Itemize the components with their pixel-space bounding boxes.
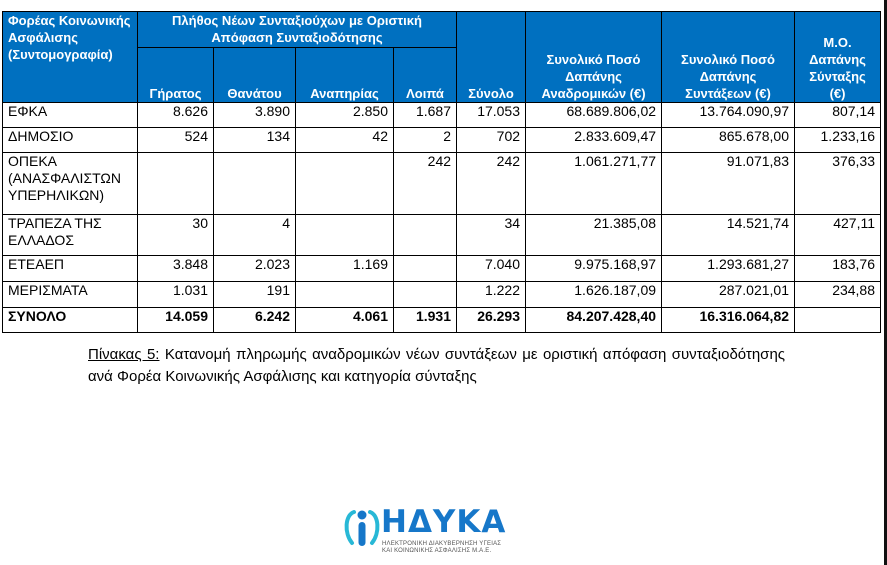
cell-retro: 9.975.168,97 (526, 256, 662, 282)
logo-subtitle-line2: ΚΑΙ ΚΟΙΝΩΝΙΚΗΣ ΑΣΦΑΛΙΣΗΣ Μ.Α.Ε. (382, 548, 492, 554)
cell-other: 242 (394, 153, 457, 215)
row-entity: ΕΦΚΑ (3, 103, 138, 128)
cell-pension: 14.521,74 (662, 215, 795, 256)
cell-other (394, 215, 457, 256)
cell-pension: 91.071,83 (662, 153, 795, 215)
cell-other: 1.687 (394, 103, 457, 128)
logo-wordmark: ΗΔΥΚΑ (381, 504, 507, 540)
cell-death: 3.890 (214, 103, 296, 128)
table-row (3, 103, 881, 128)
cell-average: 234,88 (795, 282, 881, 308)
cell-death: 191 (214, 282, 296, 308)
total-disability: 4.061 (296, 308, 394, 333)
cell-age: 8.626 (138, 103, 214, 128)
cell-disability (296, 282, 394, 308)
cell-total: 242 (457, 153, 526, 215)
row-entity: ΤΡΑΠΕΖΑ ΤΗΣ ΕΛΛΑΔΟΣ (3, 215, 138, 256)
cell-average: 807,14 (795, 103, 881, 128)
cell-total: 17.053 (457, 103, 526, 128)
caption-label: Πίνακας 5: (88, 346, 160, 363)
cell-other (394, 282, 457, 308)
cell-death: 4 (214, 215, 296, 256)
total-age: 14.059 (138, 308, 214, 333)
header-age: Γήρατος (138, 48, 214, 103)
cell-other (394, 256, 457, 282)
cell-average: 1.233,16 (795, 128, 881, 153)
cell-disability (296, 215, 394, 256)
cell-pension: 13.764.090,97 (662, 103, 795, 128)
idika-person-icon (344, 505, 380, 551)
cell-death (214, 153, 296, 215)
total-pension: 16.316.064,82 (662, 308, 795, 333)
cell-death: 2.023 (214, 256, 296, 282)
header-retro-amount: Συνολικό Ποσό Δαπάνης Αναδρομικών (€) (526, 12, 662, 103)
cell-retro: 21.385,08 (526, 215, 662, 256)
pension-table (2, 11, 881, 333)
cell-average: 183,76 (795, 256, 881, 282)
cell-disability: 42 (296, 128, 394, 153)
cell-retro: 2.833.609,47 (526, 128, 662, 153)
cell-death: 134 (214, 128, 296, 153)
cell-age: 524 (138, 128, 214, 153)
total-other: 1.931 (394, 308, 457, 333)
cell-pension: 1.293.681,27 (662, 256, 795, 282)
row-entity: ΜΕΡΙΣΜΑΤΑ (3, 282, 138, 308)
cell-average: 376,33 (795, 153, 881, 215)
cell-age (138, 153, 214, 215)
total-average (795, 308, 881, 333)
cell-retro: 68.689.806,02 (526, 103, 662, 128)
cell-total: 702 (457, 128, 526, 153)
total-label: ΣΥΝΟΛΟ (3, 308, 138, 333)
cell-total: 7.040 (457, 256, 526, 282)
row-entity: ΔΗΜΟΣΙΟ (3, 128, 138, 153)
header-other: Λοιπά (394, 48, 457, 103)
cell-other: 2 (394, 128, 457, 153)
row-entity: ΕΤΕΑΕΠ (3, 256, 138, 282)
total-retro: 84.207.428,40 (526, 308, 662, 333)
idika-logo (344, 505, 544, 557)
cell-disability: 2.850 (296, 103, 394, 128)
table-row (3, 128, 881, 153)
header-entity: Φορέας Κοινωνικής Ασφάλισης (Συντομογραφία) (3, 12, 138, 103)
total-total: 26.293 (457, 308, 526, 333)
header-death: Θανάτου (214, 48, 296, 103)
table-row (3, 282, 881, 308)
total-death: 6.242 (214, 308, 296, 333)
cell-total: 1.222 (457, 282, 526, 308)
header-total: Σύνολο (457, 12, 526, 103)
logo-subtitle (382, 541, 501, 555)
cell-retro: 1.061.271,77 (526, 153, 662, 215)
cell-disability (296, 153, 394, 215)
header-average: Μ.Ο. Δαπάνης Σύνταξης (€) (795, 12, 881, 103)
table-row (3, 153, 881, 215)
caption-text: Κατανομή πληρωμής αναδρομικών νέων συντάξεων με οριστική απόφαση συνταξιοδότησης ανά Φορέα Κοινωνικής Ασφάλισης και κατηγορία σύνταξης (88, 346, 786, 385)
cell-disability: 1.169 (296, 256, 394, 282)
cell-pension: 287.021,01 (662, 282, 795, 308)
total-row (3, 308, 881, 333)
cell-retro: 1.626.187,09 (526, 282, 662, 308)
table-row (3, 215, 881, 256)
cell-total: 34 (457, 215, 526, 256)
header-pension-amount: Συνολικό Ποσό Δαπάνης Συντάξεων (€) (662, 12, 795, 103)
cell-age: 30 (138, 215, 214, 256)
row-entity: ΟΠΕΚΑ (ΑΝΑΣΦΑΛΙΣΤΩΝ ΥΠΕΡΗΛΙΚΩΝ) (3, 153, 138, 215)
cell-average: 427,11 (795, 215, 881, 256)
cell-pension: 865.678,00 (662, 128, 795, 153)
cell-age: 1.031 (138, 282, 214, 308)
header-group-count: Πλήθος Νέων Συνταξιούχων με Οριστική Απόφαση Συνταξιοδότησης (138, 12, 457, 48)
header-disability: Αναπηρίας (296, 48, 394, 103)
table-caption (88, 344, 785, 388)
logo-subtitle-line1: ΗΛΕΚΤΡΟΝΙΚΗ ΔΙΑΚΥΒΕΡΝΗΣΗ ΥΓΕΙΑΣ (382, 541, 502, 547)
cell-age: 3.848 (138, 256, 214, 282)
table-row (3, 256, 881, 282)
